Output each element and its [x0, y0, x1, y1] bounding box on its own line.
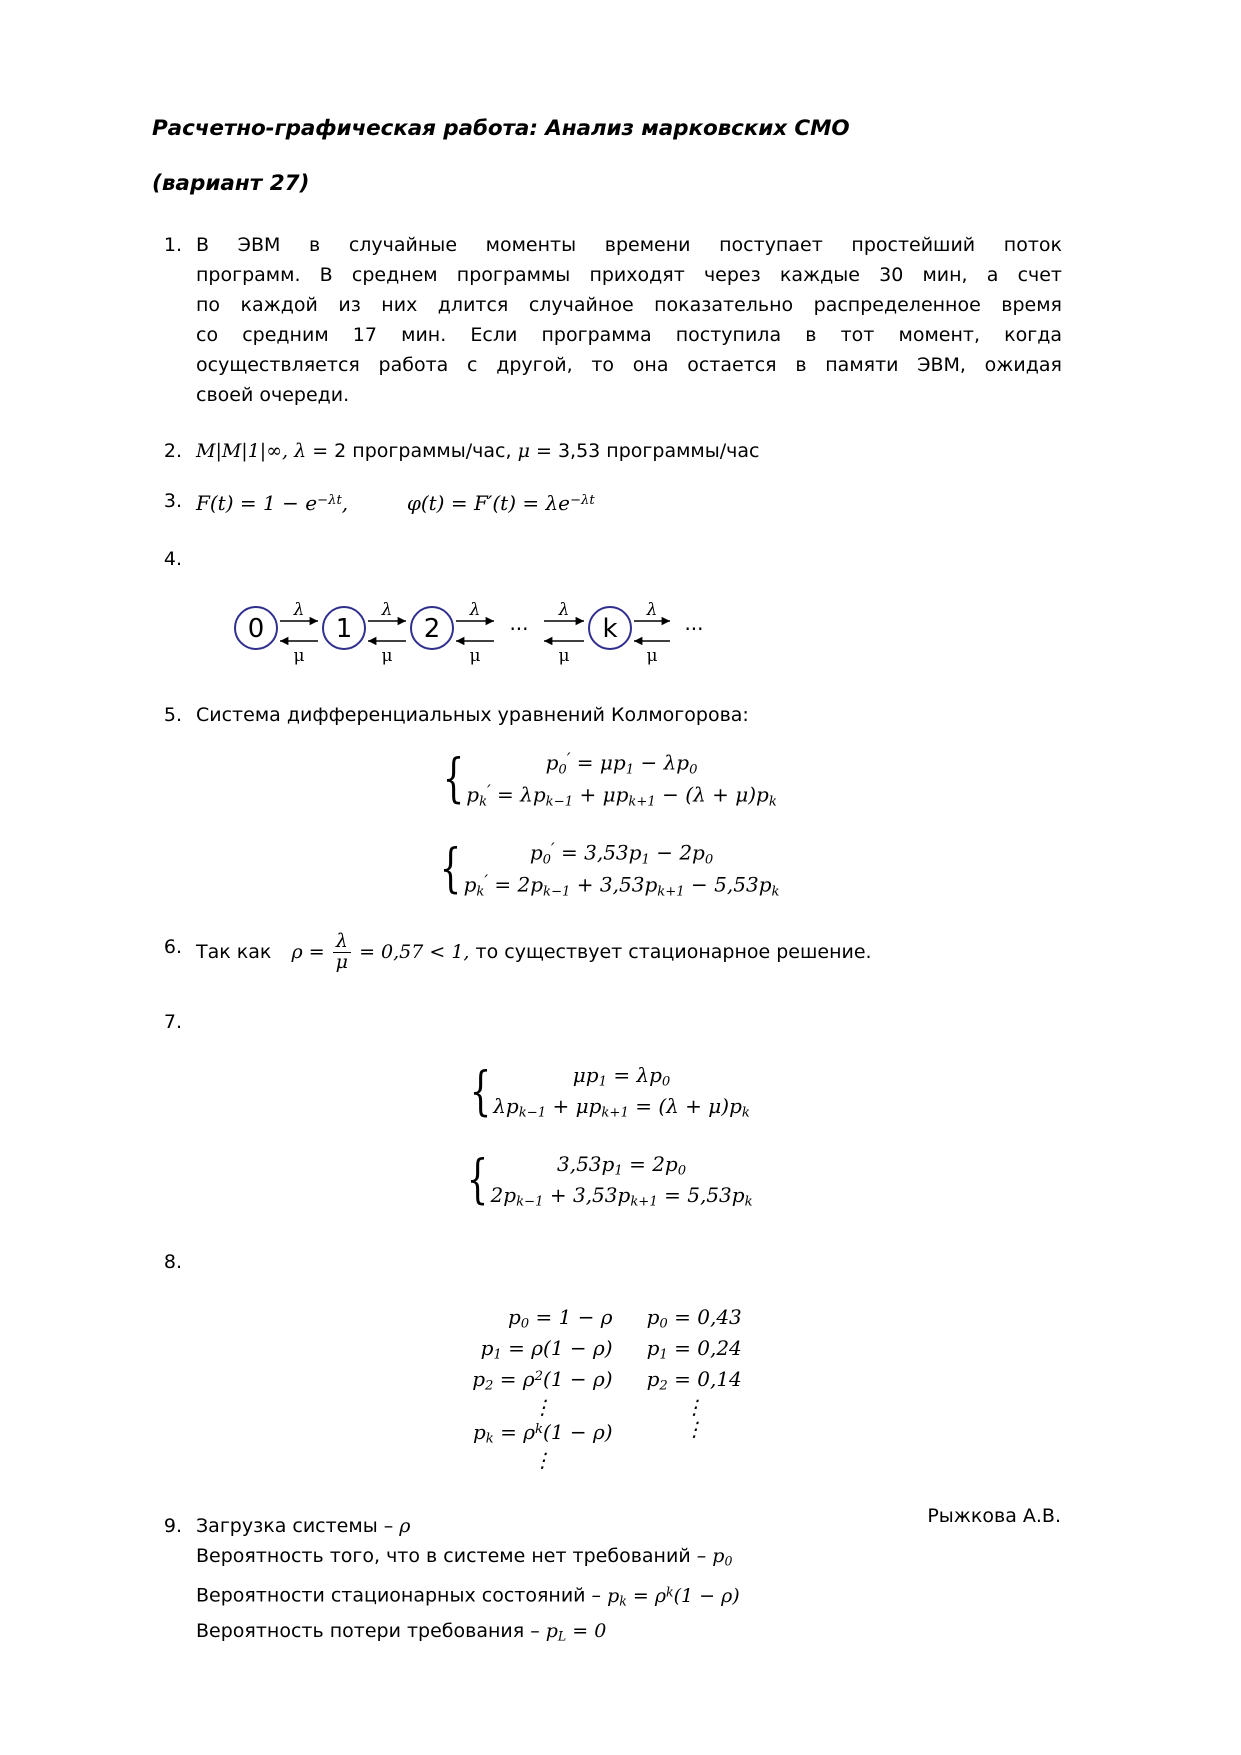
- fraction-denominator: μ: [333, 952, 351, 973]
- item-2-lambda-value: = 2 программы/час,: [312, 440, 512, 462]
- balance-symbolic-line-2: $\lambda p_{k-1} + \mu p_{k+1} = (\lambda + \mu)p_k$: [493, 1094, 750, 1121]
- probability-value-p0: $p_0 = 0,43$: [646, 1304, 742, 1332]
- item-7-number: 7.: [163, 1010, 182, 1033]
- rate-label-lambda-3: λ: [558, 599, 570, 620]
- item-1-body: [196, 230, 1062, 410]
- item-1-line-1: В ЭВМ в случайные моменты времени поступает простейший поток: [196, 234, 1062, 256]
- system-brace: {: [467, 1150, 489, 1211]
- item-3-number: 3.: [163, 490, 182, 512]
- item-9-line-2: Вероятность того, что в системе нет требований – $p_0$: [196, 1545, 733, 1569]
- item-3-pdf-exponent: −λt: [570, 493, 595, 508]
- probability-formula-p0: $p_0 = 1 - \rho$: [507, 1304, 613, 1332]
- probability-formula-column: [472, 1303, 612, 1472]
- probability-formula-pk: $p_k = \rho^k(1 - \rho)$: [472, 1420, 613, 1447]
- kolmogorov-symbolic-line-2: $p_k' = \lambda p_{k-1} + \mu p_{k+1} - (\lambda + \mu)p_k$: [466, 780, 777, 810]
- item-1-paragraph: [196, 230, 1062, 410]
- rho-fraction: [333, 932, 351, 973]
- state-label-0: 0: [247, 613, 265, 644]
- balance-symbolic-line-1: $\mu p_1 = \lambda p_0$: [572, 1062, 671, 1090]
- probability-formula-p1: $p_1 = \rho(1 - \rho)$: [480, 1335, 613, 1363]
- probability-value-vdots-1: ⋮: [684, 1395, 705, 1420]
- page-content: [152, 118, 1062, 1652]
- item-3-pdf: φ(t) = F′(t) = λe: [406, 490, 570, 515]
- kolmogorov-symbolic-line-1: $p_0' = \mu p_1 - \lambda p_0$: [545, 748, 698, 778]
- item-3-cdf: F(t) = 1 − e: [196, 490, 318, 515]
- list-item-7: [152, 1007, 1062, 1037]
- item-1-line-6: своей очереди.: [196, 384, 350, 406]
- rate-label-lambda-1: λ: [381, 599, 393, 620]
- list-item-6: [152, 932, 1062, 973]
- kolmogorov-system-symbolic: [152, 748, 1062, 812]
- balance-numeric-line-1: $3,53p_1 = 2p_0$: [556, 1151, 687, 1179]
- probability-formula-p2: $p_2 = \rho^2(1 - \rho)$: [472, 1367, 613, 1394]
- item-4-number: 4.: [163, 547, 182, 570]
- item-9-line-1: Загрузка системы – ρ: [196, 1515, 411, 1538]
- system-brace: {: [440, 839, 462, 900]
- probability-value-column: [613, 1303, 742, 1472]
- probability-value-p2: $p_2 = 0,14$: [646, 1367, 742, 1394]
- system-brace: {: [469, 1061, 492, 1122]
- state-label-1: 1: [335, 613, 353, 644]
- diagram-ellipsis-middle: ···: [509, 616, 529, 641]
- item-3-cdf-exponent: −λt: [317, 493, 342, 508]
- item-8-body: [196, 1247, 1062, 1277]
- system-brace: {: [442, 749, 465, 810]
- item-5-heading: Система дифференциальных уравнений Колмогорова:: [196, 703, 749, 726]
- item-7-body: [196, 1007, 1062, 1037]
- item-2-body: [196, 436, 1062, 466]
- page-title: Расчетно-графическая работа: Анализ марковских СМО: [152, 116, 850, 141]
- rate-label-mu-0: μ: [293, 645, 305, 666]
- probability-value-p1: $p_1 = 0,24$: [646, 1335, 742, 1363]
- item-3-cdf-tail: ,: [341, 490, 349, 515]
- rho-symbol: ρ: [291, 940, 303, 963]
- item-9-body: [196, 1511, 1062, 1651]
- lambda-symbol: λ: [294, 440, 307, 462]
- state-label-2: 2: [423, 613, 441, 644]
- state-label-k: k: [602, 613, 618, 644]
- balance-system-numeric: [152, 1150, 1062, 1213]
- item-5-number: 5.: [163, 703, 182, 726]
- probability-value-vdots-3: [647, 1440, 742, 1462]
- balance-numeric-line-2: $2p_{k-1} + 3,53p_{k+1} = 5,53p_k$: [490, 1183, 753, 1210]
- rate-label-mu-4: μ: [646, 645, 658, 666]
- page-subtitle: (вариант 27): [152, 170, 310, 196]
- item-6-prefix: Так как: [196, 940, 272, 963]
- item-3-body: [196, 486, 1062, 518]
- kolmogorov-numeric-line-1: $p_0' = 3,53p_1 - 2p_0$: [529, 838, 714, 868]
- list-item-3: [152, 486, 1062, 518]
- item-1-line-2: программ. В среднем программы приходят через каждые 30 мин, а счет: [196, 264, 1062, 286]
- item-9-line-4: Вероятность потери требования – $p_L = 0$: [196, 1620, 607, 1644]
- item-2-queue-notation: M|M|1|∞,: [196, 440, 289, 462]
- item-8-number: 8.: [163, 1250, 182, 1273]
- list-item-4: [152, 544, 1062, 574]
- item-1-number: 1.: [163, 234, 182, 256]
- item-6-equals: =: [308, 940, 325, 963]
- probability-value-vdots-2: ⋮: [684, 1417, 705, 1442]
- item-4-body: [196, 544, 1062, 574]
- item-2-mu-value: = 3,53 программы/час: [535, 440, 760, 462]
- rate-label-lambda-0: λ: [293, 599, 305, 620]
- rate-label-lambda-2: λ: [469, 599, 481, 620]
- balance-system-symbolic: [152, 1061, 1062, 1124]
- state-transition-diagram-svg: [232, 588, 702, 668]
- item-6-number: 6.: [163, 936, 182, 958]
- kolmogorov-numeric-line-2: $p_k' = 2p_{k-1} + 3,53p_{k+1} - 5,53p_k$: [463, 870, 780, 900]
- list-item-8: [152, 1247, 1062, 1277]
- rate-label-mu-2: μ: [469, 645, 481, 666]
- diagram-ellipsis-right: ···: [684, 616, 702, 641]
- stationary-probabilities-table: [152, 1303, 1062, 1472]
- rate-label-lambda-4: λ: [646, 599, 658, 620]
- fraction-numerator: λ: [335, 930, 348, 952]
- probability-formula-vdots-2: ⋮: [532, 1448, 553, 1473]
- item-1-line-3: по каждой из них длится случайное показательно распределенное время: [196, 294, 1062, 316]
- markov-state-diagram: [232, 588, 1062, 672]
- list-item-9: [152, 1511, 1062, 1651]
- item-6-body: [196, 932, 1062, 973]
- item-6-value: = 0,57 < 1,: [359, 940, 470, 963]
- item-6-suffix: то существует стационарное решение.: [475, 940, 872, 963]
- rate-label-mu-3: μ: [558, 645, 570, 666]
- rate-label-mu-1: μ: [381, 645, 393, 666]
- list-item-1: [152, 230, 1062, 410]
- item-9-number: 9.: [163, 1515, 182, 1538]
- kolmogorov-system-numeric: [152, 838, 1062, 902]
- probability-formula-vdots-1: ⋮: [532, 1395, 553, 1420]
- author-signature: Рыжкова А.В.: [927, 1505, 1061, 1527]
- item-5-body: [196, 700, 1062, 730]
- item-9-line-3: Вероятности стационарных состояний – $p_k = \rho^k(1 - \rho)$: [196, 1583, 740, 1609]
- item-2-number: 2.: [163, 440, 182, 462]
- mu-symbol: μ: [517, 440, 530, 462]
- list-item-2: [152, 436, 1062, 466]
- list-item-5: [152, 700, 1062, 730]
- item-1-line-5: осуществляется работа с другой, то она остается в памяти ЭВМ, ожидая: [196, 354, 1062, 376]
- item-1-line-4: со средним 17 мин. Если программа поступила в тот момент, когда: [196, 324, 1062, 346]
